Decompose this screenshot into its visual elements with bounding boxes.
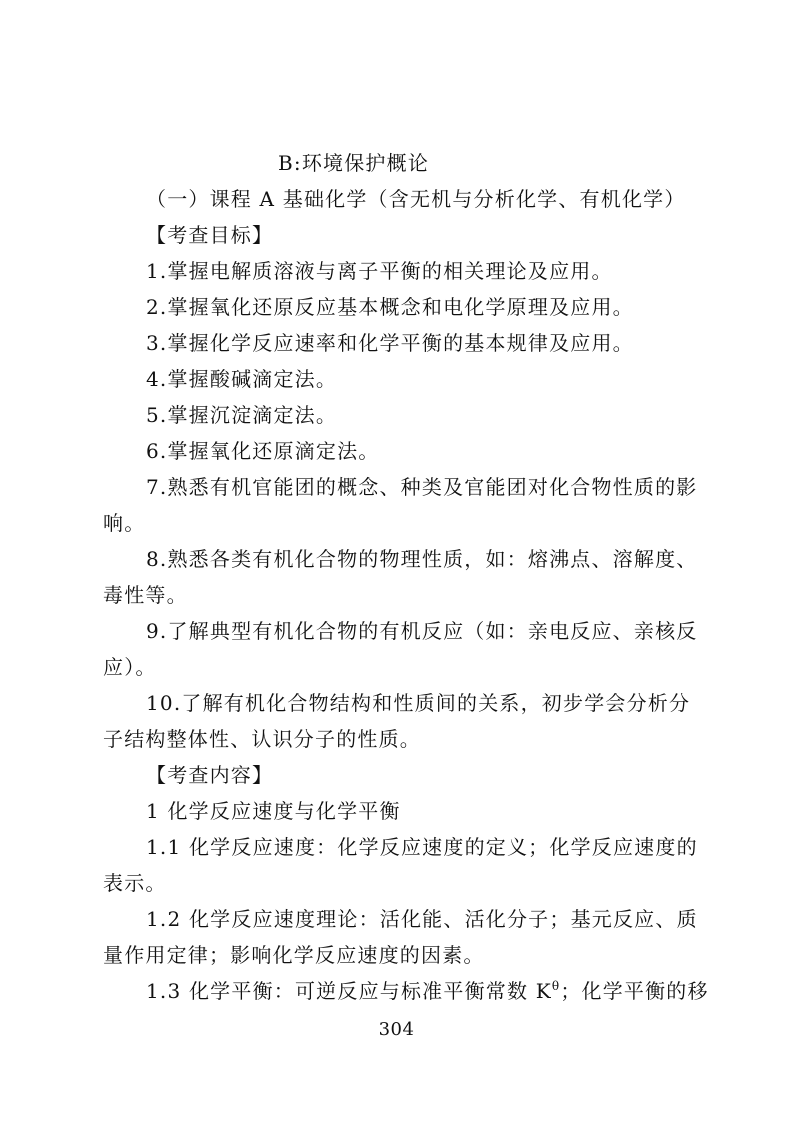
objective-item: 8.熟悉各类有机化合物的物理性质，如：熔沸点、溶解度、 [146,547,698,571]
course-heading: （一）课程 A 基础化学（含无机与分析化学、有机化学） [146,187,686,211]
content-item-text-tail: ；化学平衡的移 [560,979,709,1003]
objective-item: 1.掌握电解质溶液与离子平衡的相关理论及应用。 [146,259,613,283]
section-b-title: B:环境保护概论 [278,151,430,175]
objectives-heading: 【考查目标】 [146,223,274,247]
content-item-text: 1.3 化学平衡：可逆反应与标准平衡常数 K [146,979,552,1003]
content-item-continued: 量作用定律；影响化学反应速度的因素。 [103,943,485,967]
objective-item: 10.了解有机化合物结构和性质间的关系，初步学会分析分 [146,691,691,715]
objective-item: 9.了解典型有机化合物的有机反应（如：亲电反应、亲核反 [146,619,698,643]
content-item [146,978,709,1004]
content-heading: 【考查内容】 [146,763,274,787]
theta-superscript: θ [551,979,561,993]
content-item: 1.2 化学反应速度理论：活化能、活化分子；基元反应、质 [146,907,698,931]
page-number: 304 [378,1019,415,1040]
objective-item: 3.掌握化学反应速率和化学平衡的基本规律及应用。 [146,331,634,355]
objective-item: 6.掌握氧化还原滴定法。 [146,439,380,463]
content-item: 1.1 化学反应速度：化学反应速度的定义；化学反应速度的 [146,835,698,859]
objective-item-continued: 应）。 [103,655,157,679]
content-item-continued: 表示。 [103,871,167,895]
objective-item-continued: 毒性等。 [103,583,188,607]
objective-item: 7.熟悉有机官能团的概念、种类及官能团对化合物性质的影 [146,475,698,499]
content-subheading: 1 化学反应速度与化学平衡 [146,799,401,823]
objective-item: 2.掌握氧化还原反应基本概念和电化学原理及应用。 [146,295,634,319]
objective-item: 5.掌握沉淀滴定法。 [146,403,338,427]
objective-item-continued: 子结构整体性、认识分子的性质。 [103,727,421,751]
objective-item: 4.掌握酸碱滴定法。 [146,367,338,391]
objective-item-continued: 响。 [103,511,146,535]
